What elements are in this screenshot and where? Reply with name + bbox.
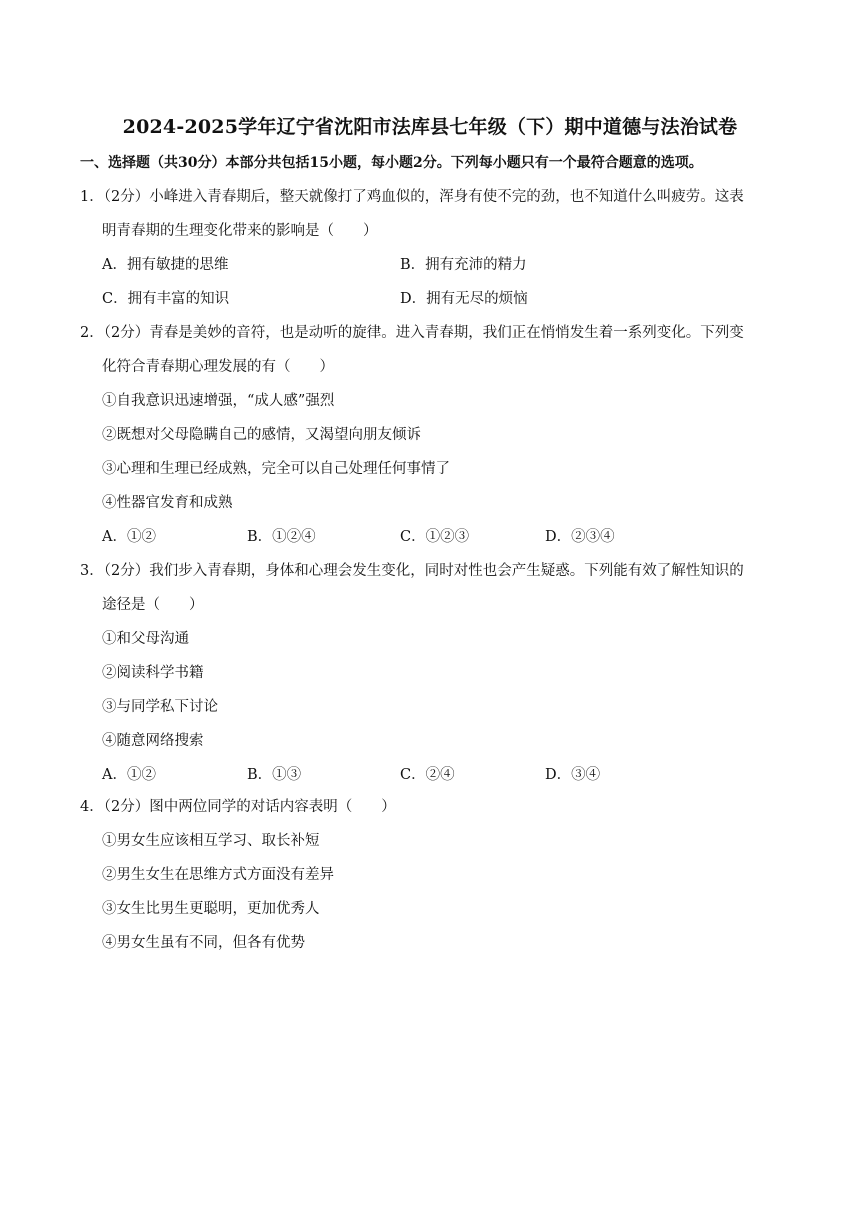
question-1-option-c: C．拥有丰富的知识 — [102, 291, 230, 307]
question-3-statement-3: ③与同学私下讨论 — [102, 699, 218, 715]
exam-title: 2024-2025学年辽宁省沈阳市法库县七年级（下）期中道德与法治试卷 — [122, 116, 738, 138]
question-2-line-2: 化符合青春期心理发展的有（ ） — [102, 359, 334, 375]
question-1-line-1: 1．（2分）小峰进入青春期后，整天就像打了鸡血似的，浑身有使不完的劲，也不知道什么叫疲劳。这表 — [80, 189, 744, 205]
question-2-option-d: D．②③④ — [545, 529, 615, 545]
question-4-statement-1: ①男女生应该相互学习、取长补短 — [102, 833, 320, 849]
section-heading: 一、选择题（共30分）本部分共包括15小题，每小题2分。下列每小题只有一个最符合题意的选项。 — [80, 155, 703, 171]
question-2-option-b: B．①②④ — [247, 529, 316, 545]
question-1-option-a: A．拥有敏捷的思维 — [102, 257, 229, 273]
question-3-option-d: D．③④ — [545, 767, 601, 783]
question-3-statement-2: ②阅读科学书籍 — [102, 665, 204, 681]
question-1-line-2: 明青春期的生理变化带来的影响是（ ） — [102, 223, 378, 239]
question-4-statement-3: ③女生比男生更聪明，更加优秀人 — [102, 901, 320, 917]
question-3-option-c: C．②④ — [400, 767, 455, 783]
question-2-option-c: C．①②③ — [400, 529, 470, 545]
question-3-line-2: 途径是（ ） — [102, 597, 204, 613]
question-3-statement-4: ④随意网络搜索 — [102, 733, 204, 749]
question-2-line-1: 2．（2分）青春是美妙的音符，也是动听的旋律。进入青春期，我们正在悄悄发生着一系列变化。下列变 — [80, 325, 744, 341]
question-3-statement-1: ①和父母沟通 — [102, 631, 189, 647]
question-2-statement-1: ①自我意识迅速增强，“成人感”强烈 — [102, 393, 335, 409]
question-4-statement-4: ④男女生虽有不同，但各有优势 — [102, 935, 305, 951]
question-2-statement-4: ④性器官发育和成熟 — [102, 495, 233, 511]
question-4-line-1: 4．（2分）图中两位同学的对话内容表明（ ） — [80, 799, 396, 815]
question-1-option-b: B．拥有充沛的精力 — [400, 257, 527, 273]
question-3-option-a: A．①② — [102, 767, 156, 783]
question-2-statement-2: ②既想对父母隐瞒自己的感情，又渴望向朋友倾诉 — [102, 427, 421, 443]
question-3-line-1: 3．（2分）我们步入青春期，身体和心理会发生变化，同时对性也会产生疑惑。下列能有效了解性知识的 — [80, 563, 744, 579]
question-1-option-d: D．拥有无尽的烦恼 — [400, 291, 528, 307]
question-2-option-a: A．①② — [102, 529, 156, 545]
question-4-statement-2: ②男生女生在思维方式方面没有差异 — [102, 867, 334, 883]
question-2-statement-3: ③心理和生理已经成熟，完全可以自己处理任何事情了 — [102, 461, 450, 477]
question-3-option-b: B．①③ — [247, 767, 302, 783]
